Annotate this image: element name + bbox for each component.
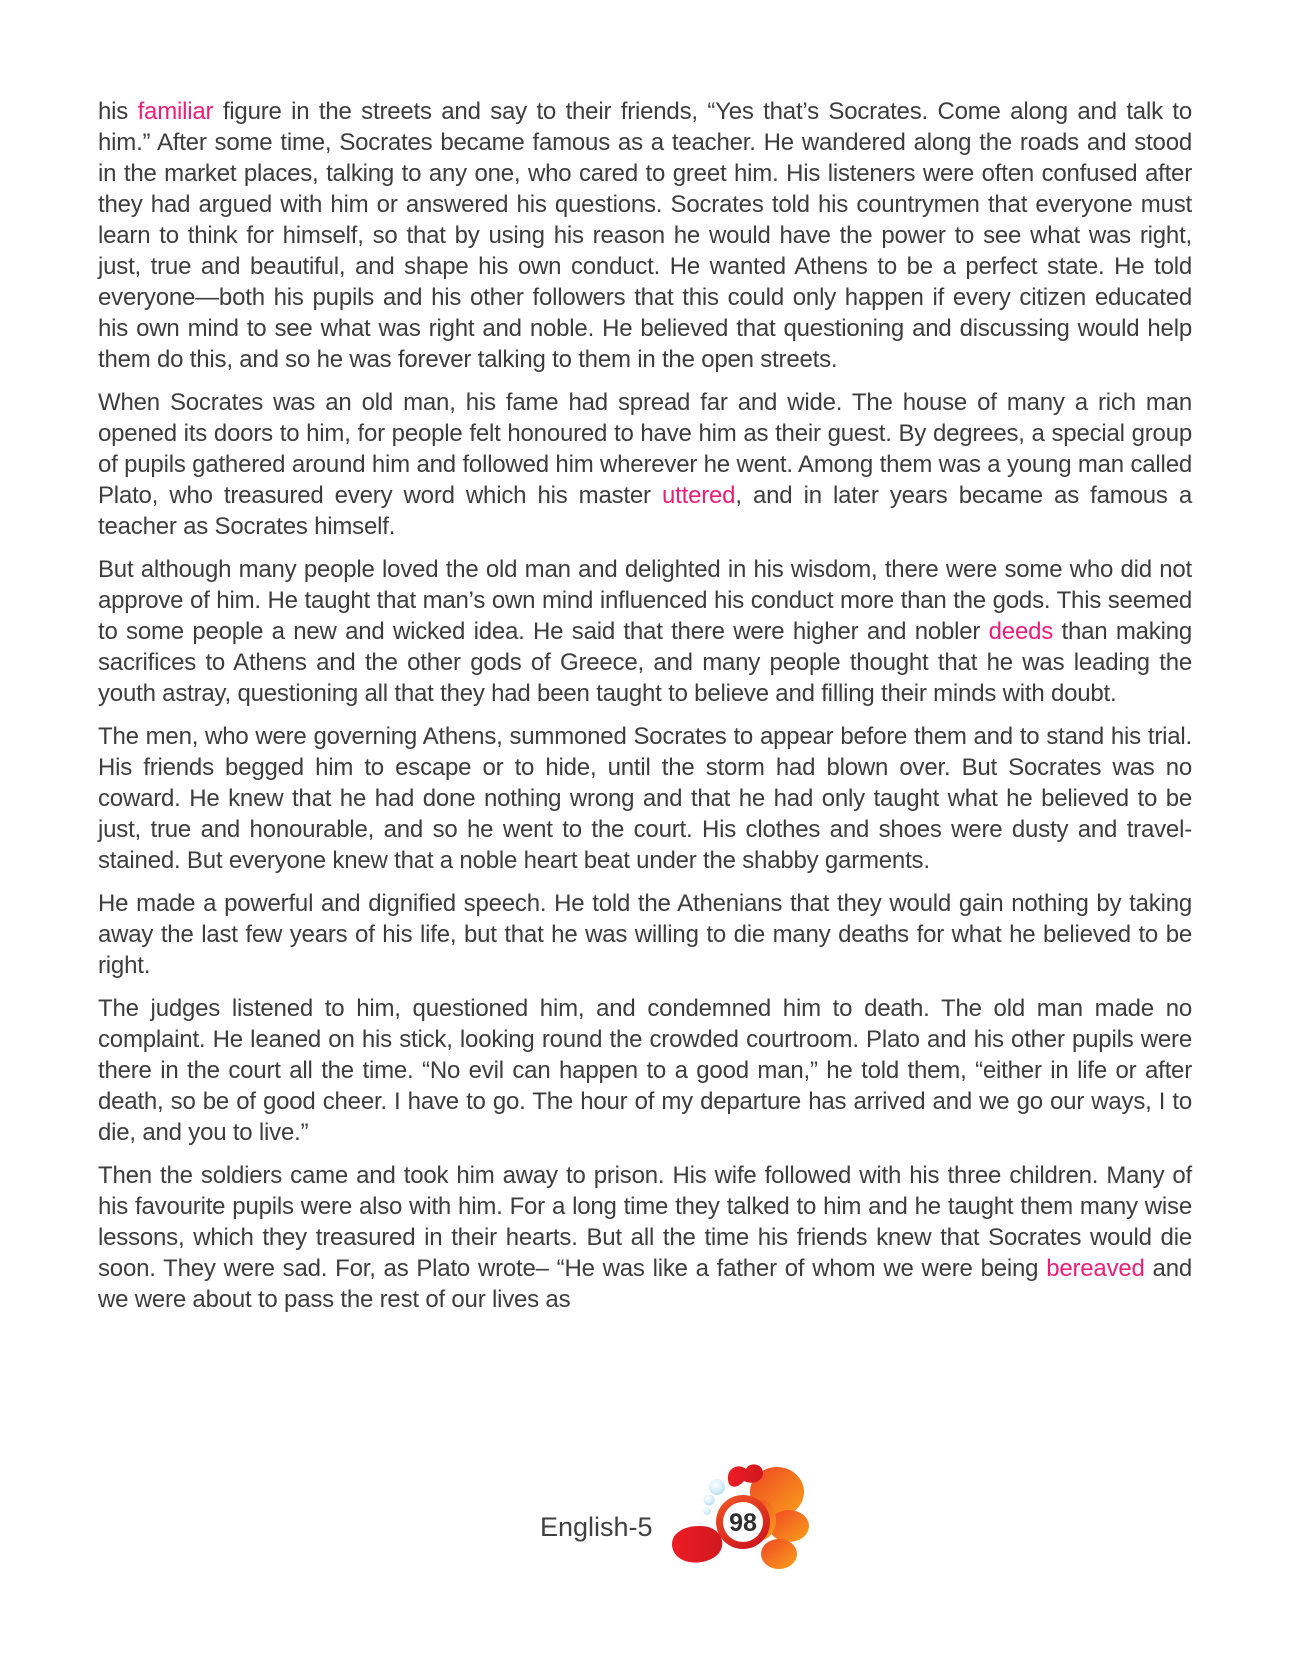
- body-paragraph: [98, 96, 1192, 375]
- footer: [540, 1462, 811, 1580]
- body-paragraph: [98, 721, 1192, 876]
- body-paragraph: [98, 554, 1192, 709]
- text-segment: figure in the streets and say to their friends, “Yes that’s Socrates. Come along and talk to him.” After some time, Socrates became famous as a teacher. He wandered along the roads and stood in the market places, talking to any one, who cared to greet him. His listeners were often confused after they had argued with him or answered his questions. Socrates told his countrymen that everyone must learn to think for himself, so that by using his reason he would have the power to see what was right, just, true and beautiful, and shape his own conduct. He wanted Athens to be a perfect state. He told everyone—both his pupils and his other followers that this could only happen if every citizen educated his own mind to see what was right and noble. He believed that questioning and discussing would help them do this, and so he was forever talking to them in the open streets.: [98, 98, 1192, 373]
- text-segment: and we were about to pass the rest of our lives as: [98, 1255, 1192, 1313]
- text-segment: He made a powerful and dignified speech. He told the Athenians that they would gain nothing by taking away the last few years of his life, but that he was willing to die many deaths for what he believed to be right.: [98, 890, 1192, 979]
- logo-side-fin: [672, 1526, 722, 1562]
- text-content: [98, 96, 1192, 1327]
- text-segment: The judges listened to him, questioned him, and condemned him to death. The old man made no complaint. He leaned on his stick, looking round the crowded courtroom. Plato and his other pupils were there in the court all the time. “No evil can happen to a good man,” he told them, “either in life or after death, so be of good cheer. I have to go. The hour of my departure has arrived and we go our ways, I to die, and you to live.”: [98, 995, 1192, 1146]
- highlighted-word: familiar: [137, 98, 214, 125]
- highlighted-word: deeds: [988, 618, 1054, 645]
- book-label: English-5: [540, 1511, 653, 1542]
- goldfish-logo: [655, 1462, 811, 1580]
- text-segment: But although many people loved the old man and delighted in his wisdom, there were some who did not approve of him. He taught that man’s own mind influenced his conduct more than the gods. This seemed to some people a new and wicked idea. He said that there were higher and nobler: [98, 556, 1192, 645]
- body-paragraph: [98, 888, 1192, 981]
- body-paragraph: [98, 993, 1192, 1148]
- text-segment: Then the soldiers came and took him away to prison. His wife followed with his three children. Many of his favourite pupils were also with him. For a long time they talked to him and he taught them many wise lessons, which they treasured in their hearts. But all the time his friends knew that Socrates would die soon. They were sad. For, as Plato wrote– “He was like a father of whom we were being: [98, 1162, 1192, 1282]
- body-paragraph: [98, 1160, 1192, 1315]
- text-segment: his: [98, 98, 138, 125]
- body-paragraph: [98, 387, 1192, 542]
- text-segment: When Socrates was an old man, his fame had spread far and wide. The house of many a rich man opened its doors to him, for people felt honoured to have him as their guest. By degrees, a special group of pupils gathered around him and followed him wherever he went. Among them was a young man called Plato, who treasured every word which his master: [98, 389, 1192, 509]
- text-segment: , and in later years became as famous a teacher as Socrates himself.: [98, 482, 1192, 540]
- text-segment: than making sacrifices to Athens and the other gods of Greece, and many people thought that he was leading the youth astray, questioning all that they had been taught to believe and filling their minds with doubt.: [98, 618, 1193, 707]
- highlighted-word: bereaved: [1046, 1255, 1145, 1282]
- highlighted-word: uttered: [662, 482, 736, 509]
- text-segment: The men, who were governing Athens, summoned Socrates to appear before them and to stand his trial. His friends begged him to escape or to hide, until the storm had blown over. But Socrates was no coward. He knew that he had done nothing wrong and that he had only taught what he believed to be just, true and honourable, and so he went to the court. His clothes and shoes were dusty and travel-stained. But everyone knew that a noble heart beat under the shabby garments.: [98, 723, 1192, 874]
- page-number: 98: [728, 1509, 757, 1537]
